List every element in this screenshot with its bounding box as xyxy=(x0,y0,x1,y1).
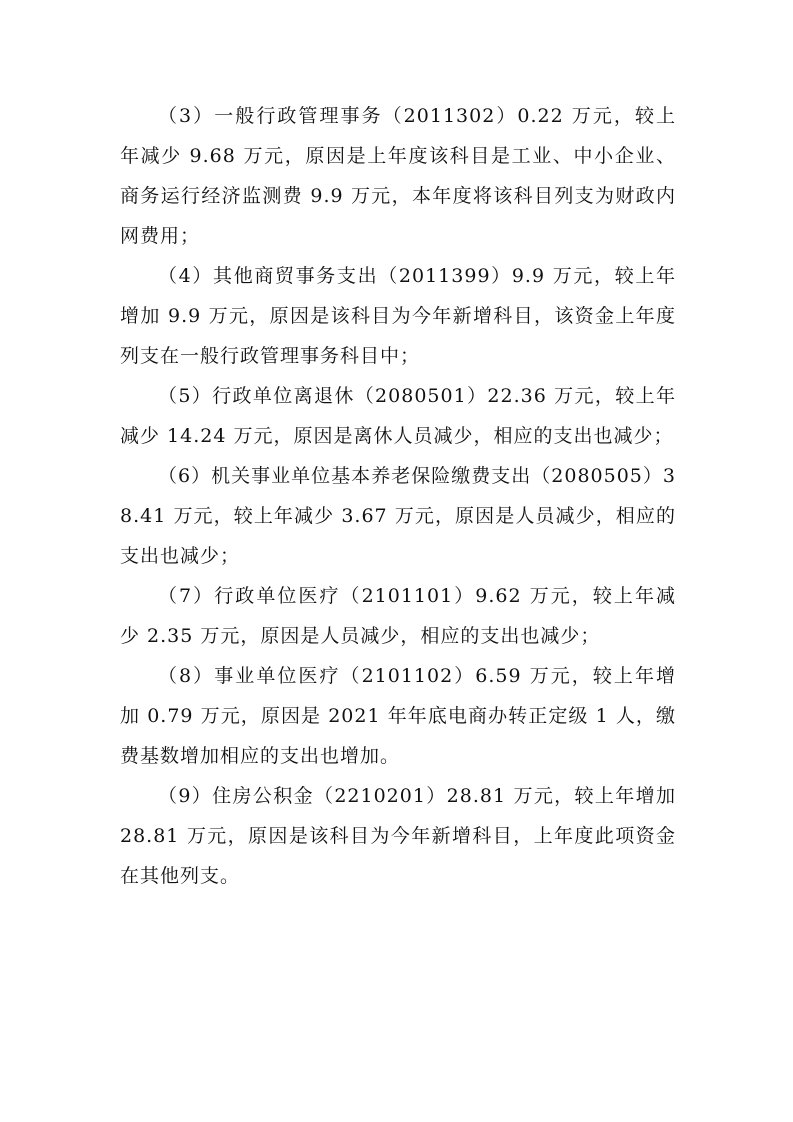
paragraph-item-8: （8）事业单位医疗（2101102）6.59 万元，较上年增加 0.79 万元，原因是 2021 年年底电商办转正定级 1 人，缴费基数增加相应的支出也增加。 xyxy=(120,665,676,767)
paragraph-item-6: （6）机关事业单位基本养老保险缴费支出（2080505）38.41 万元，较上年减少 3.67 万元，原因是人员减少，相应的支出也减少； xyxy=(120,465,676,567)
paragraph-item-7: （7）行政单位医疗（2101101）9.62 万元，较上年减少 2.35 万元，原因是人员减少，相应的支出也减少； xyxy=(120,585,676,647)
paragraph-item-4: （4）其他商贸事务支出（2011399）9.9 万元，较上年增加 9.9 万元，原因是该科目为今年新增科目，该资金上年度列支在一般行政管理事务科目中； xyxy=(120,265,676,367)
paragraph-item-3: （3）一般行政管理事务（2011302）0.22 万元，较上年减少 9.68 万元，原因是上年度该科目是工业、中小企业、商务运行经济监测费 9.9 万元，本年度将该科目列支为财政内网费用； xyxy=(120,105,676,247)
document-body xyxy=(120,96,676,896)
paragraph-item-9: （9）住房公积金（2210201）28.81 万元，较上年增加 28.81 万元，原因是该科目为今年新增科目，上年度此项资金在其他列支。 xyxy=(120,785,676,887)
paragraph-item-5: （5）行政单位离退休（2080501）22.36 万元，较上年减少 14.24 万元，原因是离休人员减少，相应的支出也减少； xyxy=(120,385,676,447)
